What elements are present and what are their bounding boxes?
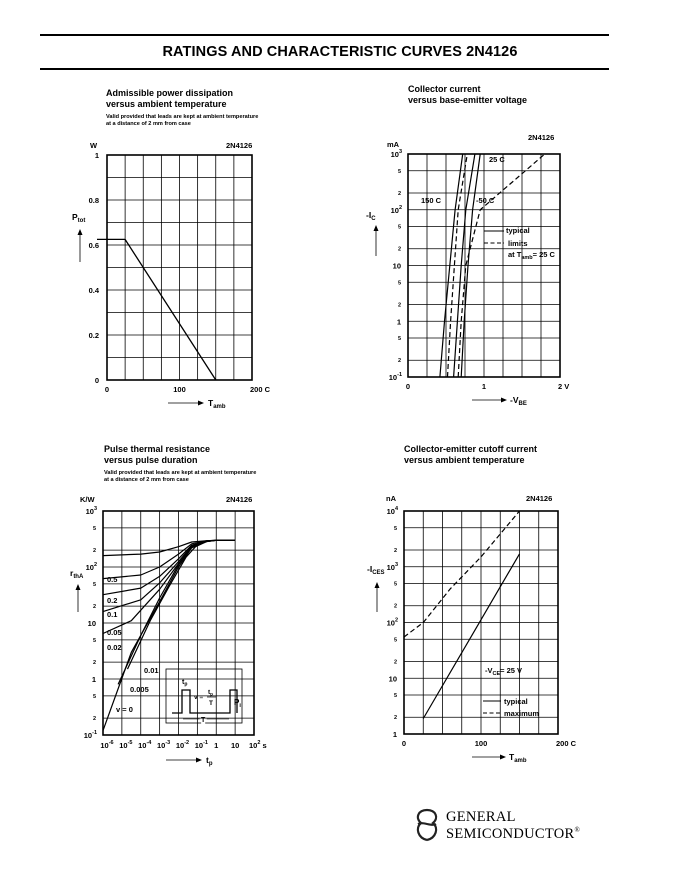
chart4-vce-main: -V <box>485 666 493 675</box>
chart3-xtick-1 <box>119 740 132 750</box>
chart4-xtick-1: 100 <box>474 739 488 748</box>
chart1-xtick-2: 200 C <box>250 385 271 394</box>
chart3-xtick-4 <box>176 740 189 750</box>
chart3-inset <box>166 669 242 724</box>
chart4-minor5-2: 5 <box>393 581 397 588</box>
chart3-xtick-5-base: 10 <box>194 741 204 750</box>
chart3-inset-P-sub: i <box>239 703 241 709</box>
chart2-x-arrowhead <box>501 398 507 403</box>
chart2-xtick-1: 1 <box>481 382 487 391</box>
chart2-legend-limits: limits <box>508 239 528 248</box>
chart4-ytick-4-base: 10 <box>386 507 395 516</box>
chart3-duty-0.2: 0.2 <box>107 596 118 605</box>
chart3-xtick-3-exp: -3 <box>165 740 171 746</box>
chart3-ytick-0-exp: -1 <box>92 730 97 736</box>
chart3-duty-0.01: 0.01 <box>144 666 159 675</box>
chart4-ytick-2-base: 10 <box>386 618 395 628</box>
chart2-legend-typical: typical <box>506 226 530 235</box>
chart3-duty-0.02: 0.02 <box>107 643 122 652</box>
chart3-xlabel-main: t <box>206 755 209 765</box>
chart2-title-line2: versus base-emitter voltage <box>408 95 528 105</box>
chart2-ytick-3 <box>391 205 402 215</box>
chart2-legend-at-main: at T <box>508 250 522 259</box>
logo-line2 <box>446 826 580 843</box>
chart2-ylabel-main: -I <box>366 210 372 220</box>
chart1-ytick-0: 0 <box>94 376 99 385</box>
chart4-ytick-3-base: 10 <box>386 562 395 572</box>
chart1-ytick-4: 0.8 <box>88 196 99 205</box>
chart3-xtick-7: 10 <box>230 741 240 750</box>
chart2-minor2-3: 2 <box>397 190 401 197</box>
chart3-title-line2: versus pulse duration <box>104 455 198 465</box>
page-title: RATINGS AND CHARACTERISTIC CURVES 2N4126 <box>162 44 518 60</box>
chart2-ytick-4-exp: 3 <box>398 149 402 155</box>
chart2-title-line1: Collector current <box>408 84 481 94</box>
chart3-xlabel <box>206 755 213 767</box>
chart1-y-unit: W <box>90 141 98 150</box>
logo-line1: GENERAL <box>446 809 516 825</box>
chart3 <box>70 495 252 767</box>
chart1-ytick-3: 0.6 <box>88 241 99 250</box>
chart4-x-arrowhead <box>500 755 506 760</box>
chart4-minor2-2: 2 <box>393 603 397 610</box>
chart2-ytick-1: 1 <box>396 317 401 327</box>
chart3-ytick-4-exp: 3 <box>93 506 97 512</box>
chart4-series-0 <box>423 554 519 719</box>
chart3-duty-0.1: 0.1 <box>107 610 118 619</box>
chart1-device: 2N4126 <box>226 141 253 150</box>
chart3-minor5-3: 5 <box>92 525 96 532</box>
chart3-minor2-3: 2 <box>92 548 96 555</box>
chart3-xtick-1-base: 10 <box>119 741 128 750</box>
chart2-ytick-0-base: 10 <box>388 373 398 382</box>
chart4-title-line1: Collector-emitter cutoff current <box>404 444 538 454</box>
chart3-ytick-4-base: 10 <box>85 507 94 516</box>
chart3-xtick-8-unit: s <box>260 741 267 750</box>
chart2-y-arrowhead <box>374 225 379 231</box>
chart2-label-m50c: -50 C <box>476 196 495 205</box>
chart4-vce <box>485 666 522 677</box>
chart3-xtick-8-base: 10 <box>249 741 258 750</box>
chart2-minor5-0: 5 <box>397 336 401 343</box>
chart4-ytick-4-exp: 4 <box>394 506 398 512</box>
chart3-minor2-1: 2 <box>92 660 96 667</box>
chart3-inset-tp-main: t <box>182 679 185 686</box>
chart3-xtick-0-base: 10 <box>100 741 109 750</box>
chart3-xtick-3 <box>157 740 170 750</box>
chart4-minor5-0: 5 <box>393 693 397 700</box>
chart2-ytick-3-exp: 2 <box>398 204 402 211</box>
chart3-xtick-4-base: 10 <box>175 741 185 750</box>
chart2-ytick-3-base: 10 <box>390 205 399 215</box>
general-semiconductor-logo <box>412 806 592 846</box>
chart1-title-line1: Admissible power dissipation <box>106 88 234 98</box>
chart1-title-line2: versus ambient temperature <box>106 99 227 109</box>
chart3-duty-labels <box>107 575 159 714</box>
chart3-duty-0.05: 0.05 <box>107 628 122 637</box>
chart2-label-25c: 25 C <box>489 155 505 164</box>
chart4-vce-val: = 25 V <box>500 666 523 675</box>
chart4-ytick-4 <box>387 506 399 516</box>
chart4-xlabel-main: T <box>509 752 515 762</box>
chart2-ylabel-sub: C <box>371 216 376 222</box>
chart4-xtick-2: 200 C <box>556 739 577 748</box>
chart2-xlabel-main: -V <box>510 395 519 405</box>
chart3-y-unit: K/W <box>80 495 95 504</box>
chart3-note-line2: at a distance of 2 mm from case <box>104 477 189 483</box>
chart3-inset-tp-sub: p <box>184 681 188 688</box>
chart2-minor5-2: 5 <box>397 224 401 231</box>
chart3-ylabel <box>70 568 84 580</box>
chart3-ytick-3-base: 10 <box>85 563 94 572</box>
chart2-minor2-2: 2 <box>397 246 401 253</box>
chart4-legend-maximum: maximum <box>504 709 540 718</box>
chart3-minor5-0: 5 <box>92 693 96 700</box>
chart3-xtick-4-exp: -2 <box>184 740 190 746</box>
chart2-xtick-0: 0 <box>405 382 411 391</box>
chart3-inset-frac-num-sub: p <box>210 691 213 697</box>
chart4-ytick-3-exp: 3 <box>394 561 398 568</box>
chart1-ylabel-sub: tot <box>77 218 86 224</box>
chart3-xtick-1-exp: -5 <box>127 740 133 746</box>
chart3-inset-frac-den: T <box>209 700 213 707</box>
chart4-minor2-3: 2 <box>393 547 397 554</box>
chart1-ylabel <box>72 212 85 224</box>
chart1-x-arrowhead <box>198 401 204 406</box>
chart3-title-line1: Pulse thermal resistance <box>104 444 211 454</box>
chart2-legend-at-val: = 25 C <box>532 250 555 259</box>
chart3-inset-v: v = <box>194 694 204 701</box>
chart1-xlabel-main: T <box>208 398 214 408</box>
chart2-ytick-4 <box>391 149 402 159</box>
chart1-xtick-0: 0 <box>104 385 110 394</box>
chart4 <box>367 494 552 764</box>
chart3-ytick-3-exp: 2 <box>93 562 97 568</box>
chart4-xtick-0: 0 <box>401 739 407 748</box>
chart2-label-150c: 150 C <box>421 196 442 205</box>
chart1-ytick-2: 0.4 <box>88 286 99 295</box>
chart3-device: 2N4126 <box>226 495 253 504</box>
chart3-xtick-8 <box>249 740 267 750</box>
chart3-inset-T: T <box>201 717 206 724</box>
chart4-annotations <box>483 666 539 718</box>
chart3-ytick-0-base: 10 <box>83 731 93 740</box>
chart1 <box>72 141 252 410</box>
chart3-inset-P-main: P <box>234 698 240 707</box>
chart3-duty-0.005: 0.005 <box>130 685 149 694</box>
chart3-inset-frac-num-main: t <box>208 689 211 696</box>
chart4-ytick-3 <box>387 562 398 572</box>
chart3-duty-0.5: 0.5 <box>107 575 118 584</box>
chart4-ytick-0: 1 <box>392 730 397 739</box>
chart3-xtick-6: 1 <box>214 741 219 750</box>
chart3-ylabel-main: r <box>70 568 74 578</box>
chart3-minor5-1: 5 <box>92 637 96 644</box>
chart1-ylabel-main: P <box>72 212 78 222</box>
chart1-xlabel <box>208 398 226 410</box>
chart4-title-line2: versus ambient temperature <box>404 455 525 465</box>
chart2-xlabel-sub: BE <box>518 401 527 407</box>
chart4-ylabel-main: -I <box>367 564 373 574</box>
chart4-ylabel <box>367 564 385 576</box>
chart4-ytick-2 <box>387 618 398 628</box>
chart3-series-6 <box>118 540 235 684</box>
chart-marks <box>84 149 577 750</box>
chart2-legend-at-sub: amb <box>521 255 533 261</box>
chart3-x-arrowhead <box>196 758 202 763</box>
chart4-device: 2N4126 <box>526 494 553 503</box>
chart3-xtick-2 <box>138 740 152 750</box>
chart2-ytick-0-exp: -1 <box>397 372 402 378</box>
chart3-minor5-2: 5 <box>92 581 96 588</box>
chart4-minor5-3: 5 <box>393 525 397 532</box>
chart3-ytick-2: 10 <box>87 619 96 628</box>
chart3-minor2-2: 2 <box>92 604 96 611</box>
chart3-xtick-0 <box>100 740 113 750</box>
chart4-minor5-1: 5 <box>393 637 397 644</box>
chart2-xtick-2: 2 V <box>558 382 570 391</box>
chart3-xtick-5-exp: -1 <box>203 740 208 746</box>
chart3-ylabel-sub: thA <box>73 574 84 580</box>
chart4-ylabel-sub: CES <box>372 570 385 576</box>
chart1-y-arrowhead <box>78 229 83 235</box>
chart2-minor5-3: 5 <box>397 168 401 175</box>
chart2-y-unit: mA <box>387 140 400 149</box>
chart1-xtick-1: 100 <box>173 385 186 394</box>
chart3-xtick-8-exp: 2 <box>257 740 261 746</box>
chart3-xlabel-sub: p <box>208 761 213 767</box>
chart2-minor2-0: 2 <box>397 358 401 365</box>
chart3-xtick-2-base: 10 <box>138 741 147 750</box>
chart2-ylabel <box>366 210 376 222</box>
chart2-device: 2N4126 <box>528 133 555 142</box>
chart4-legend-typical: typical <box>504 697 528 706</box>
chart1-ytick-1: 0.2 <box>88 331 99 340</box>
chart4-y-arrowhead <box>375 582 380 588</box>
chart2-ytick-4-base: 10 <box>390 150 399 159</box>
chart1-note-line2: at a distance of 2 mm from case <box>106 121 191 127</box>
chart3-ytick-3 <box>86 562 97 572</box>
chart1-note-line1: Valid provided that leads are kept at ambient temperature <box>106 114 259 120</box>
chart2-xlabel <box>510 395 527 407</box>
chart4-vce-sub: CE <box>492 671 501 677</box>
chart2-legend-at <box>508 250 556 261</box>
chart2-minor5-1: 5 <box>397 280 401 287</box>
chart4-ytick-1: 10 <box>388 674 397 684</box>
chart3-duty-v0: v = 0 <box>116 705 133 714</box>
chart1-ytick-5: 1 <box>94 151 99 160</box>
chart3-xtick-5 <box>195 740 208 750</box>
chart3-ytick-0 <box>84 730 97 740</box>
chart4-minor2-0: 2 <box>393 715 397 722</box>
chart3-y-arrowhead <box>76 584 81 590</box>
chart3-series-0 <box>103 540 235 555</box>
chart3-ytick-1: 1 <box>91 675 96 684</box>
chart2-minor2-1: 2 <box>397 302 401 309</box>
chart3-xtick-3-base: 10 <box>157 741 166 750</box>
chart3-ytick-4 <box>86 506 97 516</box>
chart4-xlabel-sub: amb <box>514 758 527 764</box>
chart1-xlabel-sub: amb <box>213 404 226 410</box>
chart3-xtick-0-exp: -6 <box>108 740 114 746</box>
chart4-y-unit: nA <box>386 494 396 503</box>
chart2-ytick-0 <box>389 372 402 382</box>
logo-registered-mark: ® <box>574 826 581 835</box>
chart3-minor2-0: 2 <box>92 716 96 723</box>
logo-line2-text: SEMICONDUCTOR <box>446 826 575 842</box>
chart3-note-line1: Valid provided that leads are kept at ambient temperature <box>104 470 257 476</box>
chart4-ytick-2-exp: 2 <box>394 617 398 624</box>
chart4-xlabel <box>509 752 527 764</box>
chart3-xtick-2-exp: -4 <box>146 740 152 746</box>
chart4-minor2-1: 2 <box>393 659 397 666</box>
chart2-ytick-2: 10 <box>392 261 401 271</box>
logo-emblem-icon <box>412 808 442 842</box>
